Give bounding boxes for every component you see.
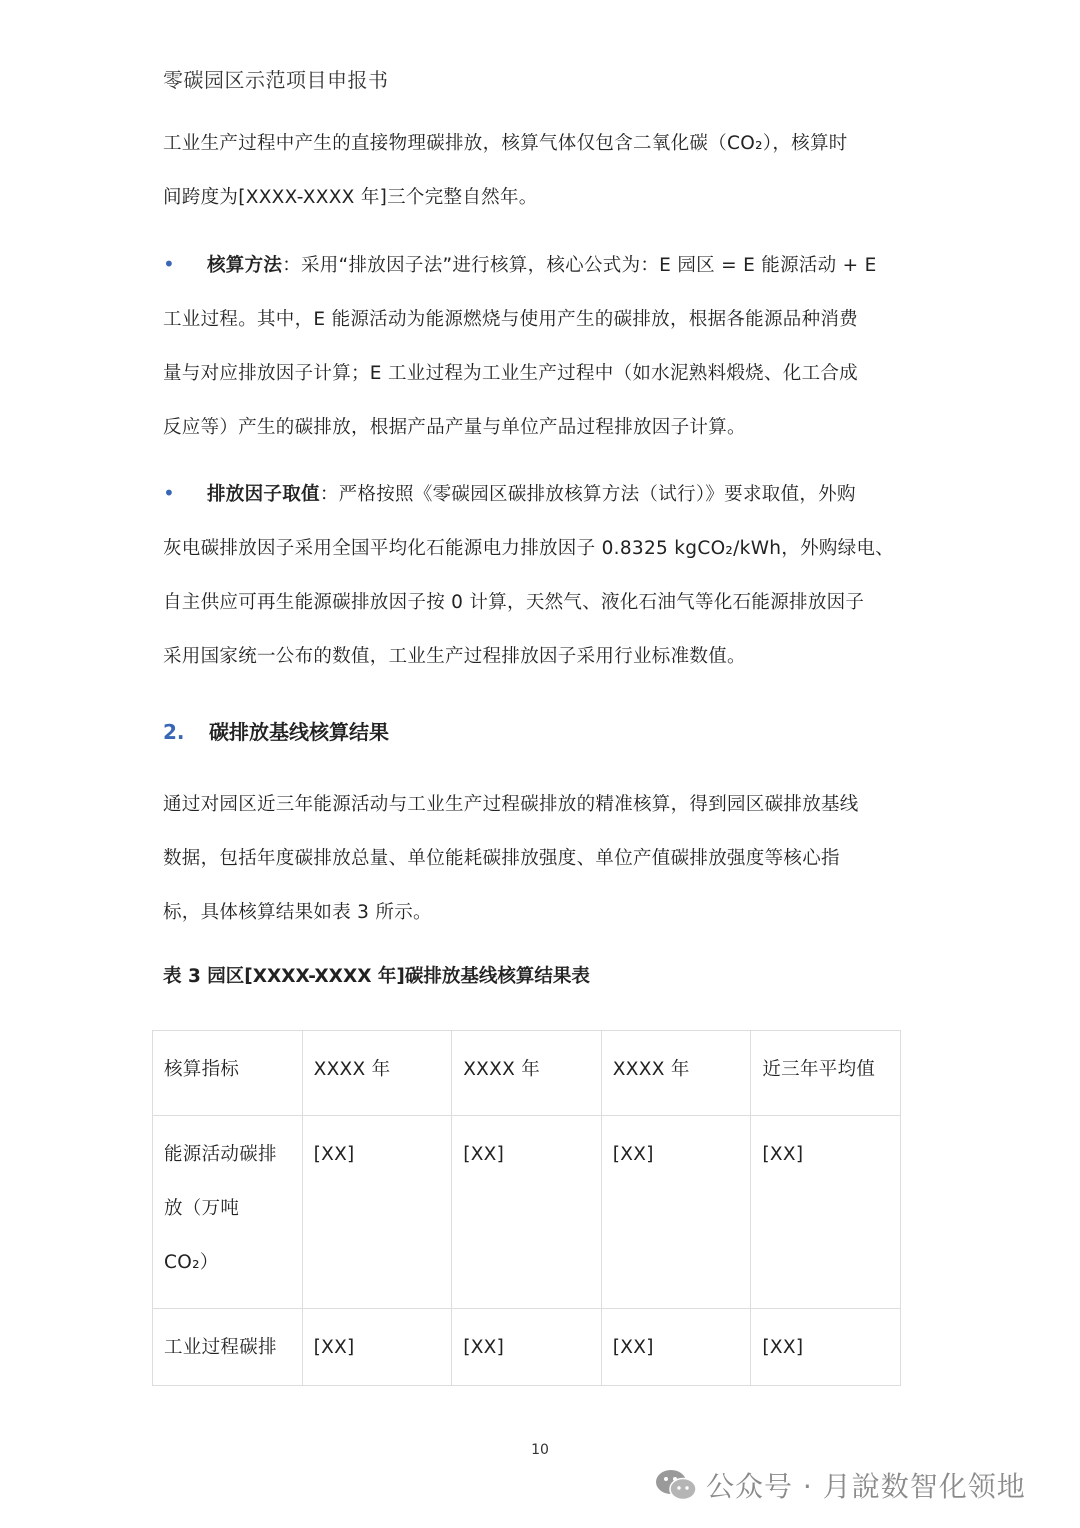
baseline-results-table (152, 1030, 901, 1386)
results-paragraph (163, 778, 913, 940)
bullet-dot: • (163, 481, 176, 505)
table-header-cell: 近三年平均值 (751, 1031, 901, 1116)
bullet-line-4: 反应等）产生的碳排放，根据产品产量与单位产品过程排放因子计算。 (163, 417, 746, 438)
table-header-cell: 核算指标 (153, 1031, 303, 1116)
table-header-cell: XXXX 年 (452, 1031, 602, 1116)
bullet-line-3: 自主供应可再生能源碳排放因子按 0 计算，天然气、液化石油气等化石能源排放因子 (163, 592, 865, 613)
document-header: 零碳园区示范项目申报书 (163, 68, 389, 92)
table-cell: [XX] (601, 1116, 751, 1309)
table-cell: [XX] (302, 1309, 452, 1386)
intro-line-2: 间跨度为[XXXX-XXXX 年]三个完整自然年。 (163, 187, 538, 208)
bullet-line-2: 灰电碳排放因子采用全国平均化石能源电力排放因子 0.8325 kgCO₂/kWh，外购绿电、 (163, 538, 895, 559)
table-cell: [XX] (302, 1116, 452, 1309)
page-number: 10 (531, 1442, 549, 1458)
table-row (153, 1116, 901, 1309)
bullet-line-1: ：严格按照《零碳园区碳排放核算方法（试行）》要求取值，外购 (319, 484, 856, 505)
table-cell: [XX] (452, 1309, 602, 1386)
table-row-label (153, 1309, 303, 1386)
bullet-dot: • (163, 252, 176, 276)
paragraph-line-3: 标，具体核算结果如表 3 所示。 (163, 902, 432, 923)
bullet-line-4: 采用国家统一公布的数值，工业生产过程排放因子采用行业标准数值。 (163, 646, 746, 667)
row-label-line: CO₂） (164, 1252, 219, 1273)
table-cell: [XX] (751, 1309, 901, 1386)
table-header-cell: XXXX 年 (302, 1031, 452, 1116)
table-row-label (153, 1116, 303, 1309)
table-row (153, 1309, 901, 1386)
bullet-title: 排放因子取值 (207, 484, 320, 505)
bullet-title: 核算方法 (207, 255, 283, 276)
section-heading (163, 716, 389, 745)
bullet-accounting-method (163, 237, 913, 455)
row-label-line: 能源活动碳排 (164, 1144, 277, 1165)
bullet-line-2: 工业过程。其中，E 能源活动为能源燃烧与使用产生的碳排放，根据各能源品种消费 (163, 309, 858, 330)
table-cell: [XX] (452, 1116, 602, 1309)
intro-paragraph (163, 117, 913, 225)
paragraph-line-1: 通过对园区近三年能源活动与工业生产过程碳排放的精准核算，得到园区碳排放基线 (163, 794, 859, 815)
table-caption: 表 3 园区[XXXX-XXXX 年]碳排放基线核算结果表 (163, 966, 590, 987)
section-number: 2. (163, 720, 185, 744)
table-cell: [XX] (601, 1309, 751, 1386)
wechat-icon (654, 1467, 698, 1503)
row-label-line: 放（万吨 (164, 1198, 240, 1219)
section-title-text: 碳排放基线核算结果 (209, 720, 389, 744)
watermark (654, 1465, 1026, 1505)
table-header-row (153, 1031, 901, 1116)
table-cell: [XX] (751, 1116, 901, 1309)
watermark-text: 公众号 · 月說数智化领地 (706, 1470, 1026, 1503)
intro-line-1: 工业生产过程中产生的直接物理碳排放，核算气体仅包含二氧化碳（CO₂），核算时 (163, 133, 848, 154)
bullet-emission-factor (163, 466, 913, 684)
paragraph-line-2: 数据，包括年度碳排放总量、单位能耗碳排放强度、单位产值碳排放强度等核心指 (163, 848, 840, 869)
bullet-line-1: ：采用“排放因子法”进行核算，核心公式为：E 园区 = E 能源活动 + E (282, 255, 877, 276)
bullet-line-3: 量与对应排放因子计算；E 工业过程为工业生产过程中（如水泥熟料煅烧、化工合成 (163, 363, 858, 384)
table-header-cell: XXXX 年 (601, 1031, 751, 1116)
row-label-line: 工业过程碳排 (164, 1337, 277, 1358)
